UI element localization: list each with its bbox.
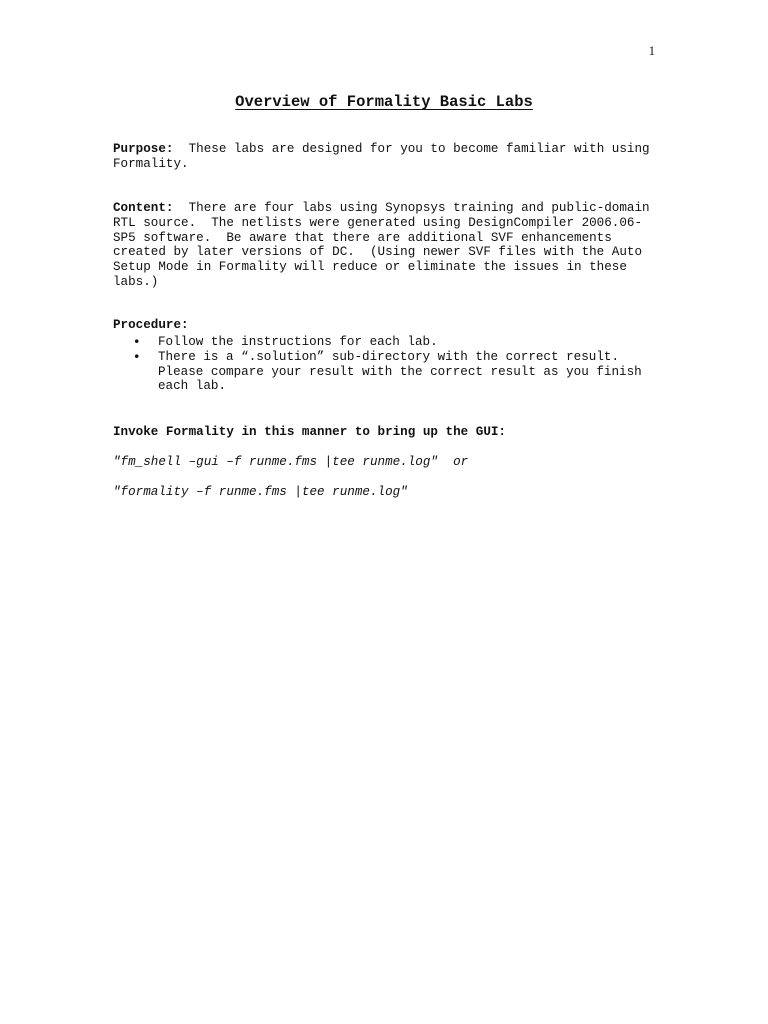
purpose-paragraph [113,142,658,172]
bullet-icon: • [133,334,141,349]
page-title: Overview of Formality Basic Labs [235,93,533,111]
procedure-item-text: Follow the instructions for each lab. [158,335,438,349]
content-text: There are four labs using Synopsys training and public-domain RTL source. The netlists were generated using DesignCompiler 2006.06-SP5 software. Be aware that there are additional SVF enhancements created by later versions of DC. (Using newer SVF files with the Auto Setup Mode in Formality will reduce or eliminate the issues in these labs.) [113,201,658,289]
bullet-icon: • [133,348,141,364]
procedure-heading: Procedure: [113,318,189,332]
procedure-item-text: There is a “.solution” sub-directory with the correct result. Please compare your result with the correct result as you finish each lab. [158,349,650,394]
invoke-heading: Invoke Formality in this manner to bring up the GUI: [113,425,506,439]
command-line-1: "fm_shell –gui –f runme.fms |tee runme.log" or [113,455,469,469]
list-item [133,350,658,394]
procedure-list [133,335,658,394]
command-line-2: "formality –f runme.fms |tee runme.log" [113,485,408,499]
content-label: Content: [113,201,174,215]
purpose-label: Purpose: [113,142,174,156]
page-number: 1 [648,44,655,58]
purpose-text: These labs are designed for you to become familiar with using Formality. [113,142,658,171]
list-item [133,335,658,350]
content-paragraph [113,201,658,290]
